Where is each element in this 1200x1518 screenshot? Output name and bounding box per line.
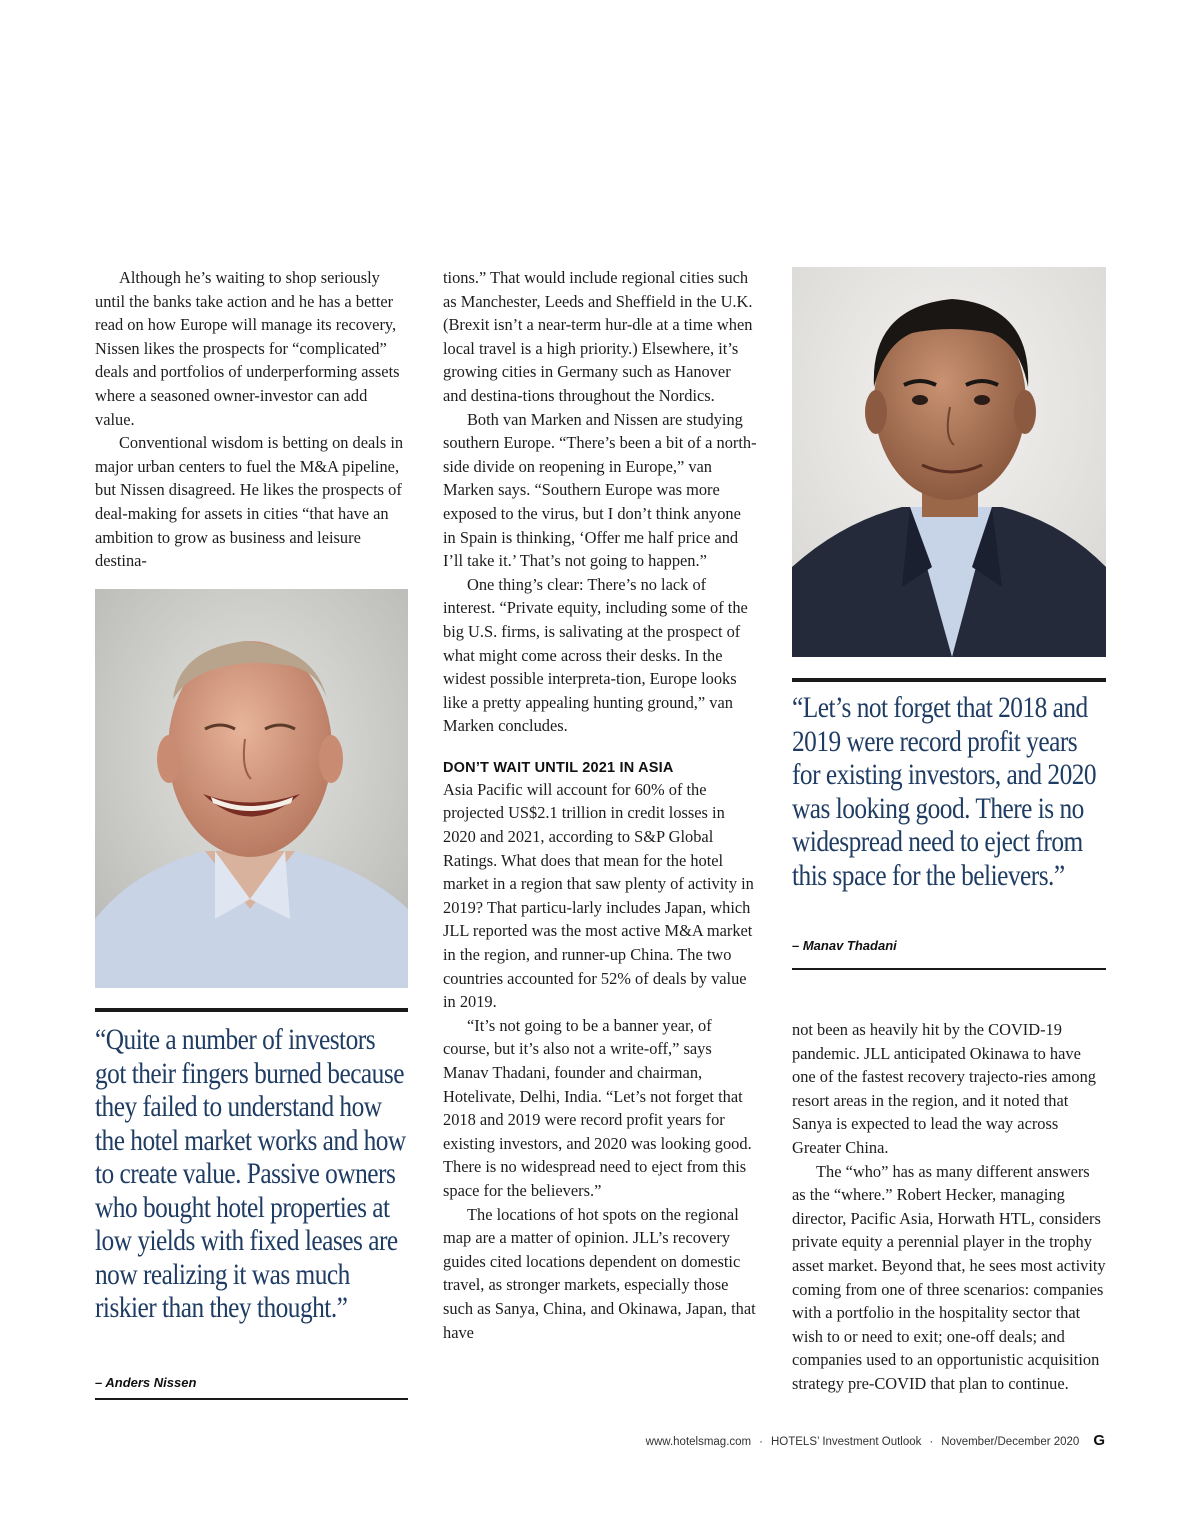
column-3-text [792, 1018, 1106, 1396]
paragraph: The “who” has as many different answers as the “where.” Robert Hecker, managing director, Pacific Asia, Horwath HTL, considers private equity a perennial player in the trophy asset market. Beyond that, he sees most activity coming from one of three scenarios: companies with a portfolio in the hospitality sector that wish to or need to exit; one-off deals; and companies used to an opportunistic acquisition strategy pre-COVID that plan to continue. [792, 1161, 1106, 1393]
footer-issue: November/December 2020 [941, 1436, 1080, 1448]
footer-site: www.hotelsmag.com [645, 1436, 752, 1448]
column-2-text [443, 266, 757, 1344]
quote-top-rule [95, 1008, 408, 1012]
paragraph: “It’s not going to be a banner year, of course, but it’s also not a write-off,” says Manav Thadani, founder and chairman, Hotelivate, Delhi, India. “Let’s not forget that 2018 and 2019 were record profit years for existing investors, and 2020 was looking good. There is no widespread need to eject from this space for the believers.” [443, 1015, 752, 1200]
footer-separator: · [759, 1436, 763, 1448]
paragraph: One thing’s clear: There’s no lack of interest. “Private equity, including some of the big U.S. firms, is salivating at the prospect of what might come across their desks. In the widest possible interpreta-tion, Europe looks like a pretty appealing hunting ground,” van Marken concludes. [443, 574, 748, 736]
paragraph: Although he’s waiting to shop seriously until the banks take action and he has a better read on how Europe will manage its recovery, Nissen likes the prospects for “complicated” deals and portfolios of underperforming assets where a seasoned owner-investor can add value. [95, 268, 400, 429]
footer-page-letter: G [1093, 1432, 1105, 1449]
footer-publication: HOTELS’ Investment Outlook [770, 1436, 922, 1448]
paragraph: Conventional wisdom is betting on deals in major urban centers to fuel the M&A pipeline, but Nissen disagreed. He likes the prospects of deal-making for assets in cities “that have an ambition to grow as business and leisure destina- [95, 433, 404, 571]
quote-attribution-nissen: – Anders Nissen [95, 1375, 197, 1390]
paragraph: tions.” That would include regional cities such as Manchester, Leeds and Sheffield in the U.K. (Brexit isn’t a near-term hur-dle at a time when local travel is a high priority.) Elsewhere, it’s growing cities in Germany such as Hanover and destina-tions throughout the Nordics. [443, 268, 753, 405]
paragraph: Asia Pacific will account for 60% of the projected US$2.1 trillion in credit losses in 2020 and 2021, according to S&P Global Ratings. What does that mean for the hotel market in a region that saw plenty of activity in 2019? That particu-larly includes Japan, which JLL reported was the most active M&A market in the region, and runner-up China. The two countries accounted for 52% of deals by value in 2019. [443, 779, 754, 1012]
section-subhead: DON’T WAIT UNTIL 2021 IN ASIA [443, 759, 674, 776]
pull-quote-thadani: “Let’s not forget that 2018 and 2019 were record profit years for existing investors, and 2020 was looking good. There is no widespread need to eject from this space for the believers.” [792, 692, 1097, 892]
paragraph: not been as heavily hit by the COVID-19 pandemic. JLL anticipated Okinawa to have one of the fastest recovery trajecto-ries among resort areas in the region, and it noted that Sanya is expected to lead the way across Greater China. [792, 1020, 1097, 1157]
quote-bottom-rule [95, 1398, 408, 1400]
paragraph: The locations of hot spots on the regional map are a matter of opinion. JLL’s recovery guides cited locations dependent on domestic travel, as stronger markets, especially those such as Sanya, China, and Okinawa, Japan, that have [443, 1204, 756, 1342]
paragraph: Both van Marken and Nissen are studying southern Europe. “There’s been a bit of a north-side divide on reopening in Europe,” van Marken says. “Southern Europe was more exposed to the virus, but I don’t think anyone in Spain is thinking, ‘Offer me half price and I’ll take it.’ That’s not going to happen.” [443, 409, 757, 571]
quote-attribution-thadani: – Manav Thadani [792, 938, 897, 953]
footer-separator: · [929, 1436, 934, 1448]
page-footer [646, 1432, 1105, 1449]
manav-thadani-photo [792, 267, 1106, 657]
column-1-text [95, 266, 409, 573]
quote-top-rule [792, 678, 1106, 682]
anders-nissen-photo [95, 589, 408, 988]
quote-bottom-rule [792, 968, 1106, 970]
pull-quote-nissen: “Quite a number of investors got their fingers burned because they failed to understand how the hotel market works and how to create value. Passive owners who bought hotel properties at low yields with fixed leases are now realizing it was much riskier than they thought.” [95, 1024, 406, 1324]
